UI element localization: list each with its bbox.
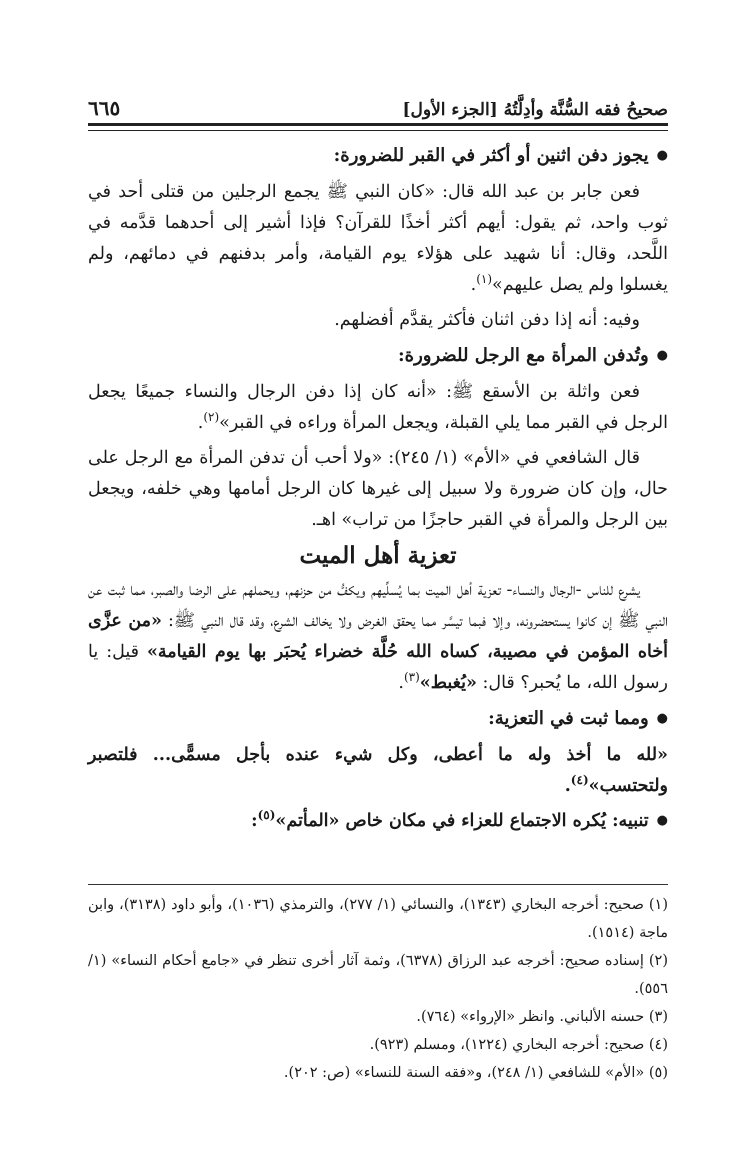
note-text: تنبيه: يُكره الاجتماع للعزاء في مكان خاص «المأتم» <box>275 811 649 831</box>
footnote-ref: (١) <box>476 272 493 287</box>
paragraph-text: قيل: يا رسول الله، ما يُحبر؟ قال: <box>88 642 668 693</box>
section-heading-double-burial: ● يجوز دفن اثنين أو أكثر في القبر للضرورة: <box>88 140 668 173</box>
header-rule <box>88 123 668 126</box>
section-heading-woman-with-man: ● وتُدفن المرأة مع الرجل للضرورة: <box>88 340 668 373</box>
page-header <box>88 92 668 126</box>
footnote-ref: (٢) <box>203 410 220 425</box>
paragraph-shafii-quote: قال الشافعي في «الأم» (١/ ٢٤٥): «ولا أحب أن تدفن المرأة مع الرجل على حال، وإن كان ضرورة ولا سبيل إلى غيرها كان الرجل أمامها وهي خلفه، ويجعل بين الرجل والمرأة في القبر حاجزًا من تراب» اهـ. <box>88 448 668 530</box>
condolence-formula: «لله ما أخذ وله ما أعطى، وكل شيء عنده بأجل مسمًّى... فلتصبر ولتحتسب»$^{(٤)}$. <box>88 745 668 796</box>
hadith-quote-bold: «من عزَّى أخاه المؤمن في مصيبة، كساه الله حُلَّة خضراء يُحبَر بها يوم القيامة» <box>88 611 669 662</box>
paragraph-benefit: وفيه: أنه إذا دفن اثنان فأكثر يقدَّم أفضلهم. <box>334 310 640 330</box>
main-text <box>88 140 668 842</box>
paragraph-wathila-hadith: فعن واثلة بن الأسقع ﷺ: «أنه كان إذا دفن الرجال والنساء جميعًا يجعل الرجل في القبر مما يلي القبلة، ويجعل المرأة وراءه في القبر»$^{(٢)}$. <box>88 382 668 433</box>
paragraph-jabir-hadith: فعن جابر بن عبد الله قال: «كان النبي ﷺ يجمع الرجلين من قتلى أحد في ثوب واحد، ثم يقول: أيهم أكثر أخذًا للقرآن؟ فإذا أشير إلى أحدهما قدَّمه في اللَّحد، وقال: أنا شهيد على هؤلاء يوم القيامة، وأمر بدفنهم في دمائهم، ولم يغسلوا ولم يصل عليهم»$^{(١)}$. <box>88 182 668 295</box>
paragraph-text: يشرع للناس -الرجال والنساء- تعزية أهل الميت بما يُسلِّيهم ويكفُّ من حزنهم، ويحملهم على الرضا والصبر، مما ثبت عن النبي ﷺ إن كانوا يستحضرونه، وإلا فبما تيسَّر مما يحقق الغرض ولا يخالف الشرع، وقد قال النبي ﷺ: <box>88 580 668 631</box>
header-rule-thin <box>88 130 668 131</box>
footnote-1: (١) صحيح: أخرجه البخاري (١٣٤٣)، والنسائي (١/ ٢٧٧)، والترمذي (١٠٣٦)، وأبو داود (٣١٣٨)، وابن ماجة (١٥١٤). <box>88 897 668 941</box>
paragraph-text: فعن واثلة بن الأسقع ﷺ: «أنه كان إذا دفن الرجال والنساء جميعًا يجعل الرجل في القبر مما يلي القبلة، ويجعل المرأة وراءه في القبر» <box>88 382 668 433</box>
footnote-ref: (٣) <box>403 670 420 685</box>
footnote-5: (٥) «الأم» للشافعي (١/ ٢٤٨)، و«فقه السنة للنساء» (ص: ٢٠٢). <box>283 1065 668 1081</box>
hadith-word-bold: «يُغبط» <box>419 673 477 693</box>
footnote-divider <box>88 884 668 885</box>
footnote-4: (٤) صحيح: أخرجه البخاري (١٢٢٤)، ومسلم (٩٢٣). <box>369 1037 668 1053</box>
footnote-ref: (٥) <box>257 808 276 823</box>
section-heading-proven-condolence: ● ومما ثبت في التعزية: <box>88 703 668 736</box>
footnotes <box>88 884 668 1087</box>
paragraph-text: فعن جابر بن عبد الله قال: «كان النبي ﷺ يجمع الرجلين من قتلى أحد في ثوب واحد، ثم يقول: أيهم أكثر أخذًا للقرآن؟ فإذا أشير إلى أحدهما قدَّمه في اللَّحد، وقال: أنا شهيد على هؤلاء يوم القيامة، وأمر بدفنهم في دمائهم، ولم يغسلوا ولم يصل عليهم» <box>88 182 668 295</box>
running-title: صحيحُ فقه السُّنَّة وأدِلَّتُهُ [الجزء الأول] <box>402 100 668 120</box>
footnote-2: (٢) إسناده صحيح: أخرجه عبد الرزاق (٦٣٧٨)، وثمة آثار أخرى تنظر في «جامع أحكام النساء» (١/ ٥٥٦). <box>88 953 668 997</box>
footnote-ref: (٤) <box>570 773 589 788</box>
note-warning: ● تنبيه: يُكره الاجتماع للعزاء في مكان خاص «المأتم»$^{(٥)}$: <box>88 806 668 838</box>
footnote-3: (٣) حسنه الألباني. وانظر «الإرواء» (٧٦٤). <box>416 1009 668 1025</box>
page-number: ٦٦٥ <box>88 96 121 120</box>
section-title-condolence: تعزية أهل الميت <box>299 542 457 569</box>
formula-text: «لله ما أخذ وله ما أعطى، وكل شيء عنده بأجل مسمًّى... فلتصبر ولتحتسب» <box>88 745 668 796</box>
paragraph-condolence: يشرع للناس -الرجال والنساء- تعزية أهل الميت بما يُسلِّيهم ويكفُّ من حزنهم، ويحملهم على الرضا والصبر، مما ثبت عن النبي ﷺ إن كانوا يستحضرونه، وإلا فبما تيسَّر مما يحقق الغرض ولا يخالف الشرع، وقد قال النبي ﷺ: «من عزَّى أخاه المؤمن في مصيبة، كساه الله حُلَّة خضراء يُحبَر بها يوم القيامة» قيل: يا رسول الله، ما يُحبر؟ قال: «يُغبط»$^{(٣)}$. <box>88 580 669 693</box>
